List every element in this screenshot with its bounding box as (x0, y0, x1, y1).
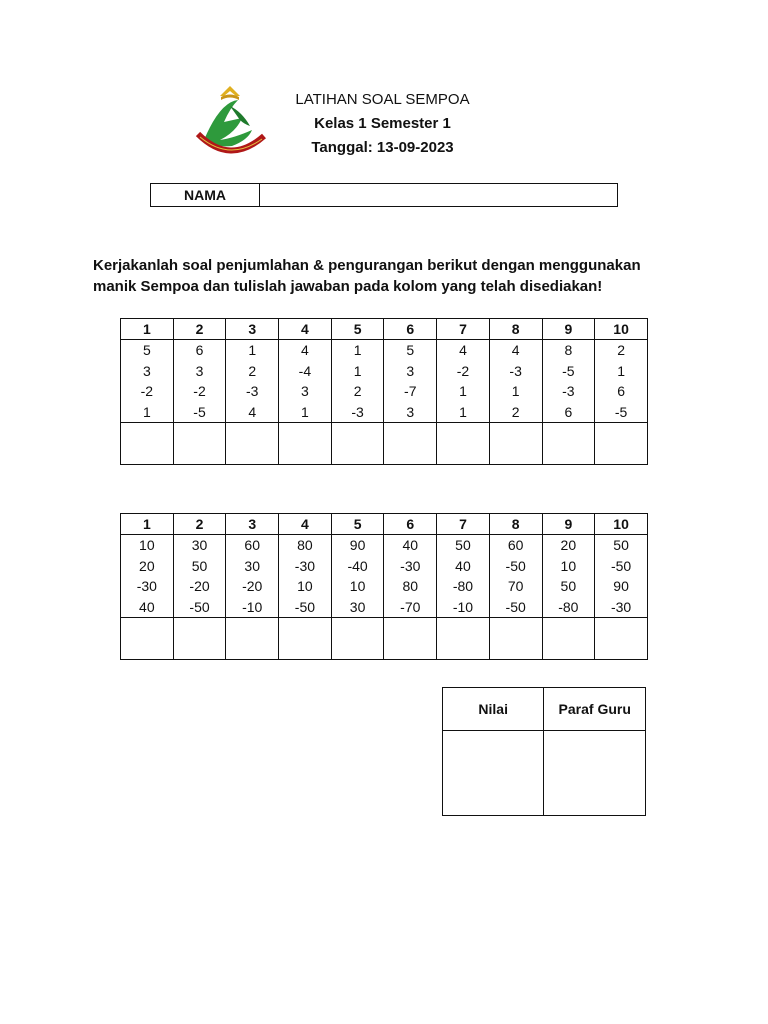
problem-number: 3 (142, 362, 151, 379)
problem-cell (331, 340, 384, 423)
answer-cell[interactable] (489, 618, 542, 660)
answer-cell[interactable] (121, 423, 174, 465)
answer-row (121, 618, 648, 660)
problem-number: -20 (189, 578, 210, 594)
problem-number: 40 (455, 557, 471, 574)
answer-cell[interactable] (279, 618, 332, 660)
problem-cell (226, 535, 279, 618)
problem-number: 1 (459, 383, 467, 399)
problem-number: -30 (294, 557, 316, 574)
problem-number: -2 (193, 383, 206, 399)
problem-number: 20 (139, 557, 155, 574)
problem-number: 90 (349, 537, 366, 553)
problem-cell (121, 340, 174, 423)
nilai-header: Nilai (443, 688, 544, 731)
score-table (442, 687, 646, 816)
problem-number: -4 (298, 362, 312, 379)
problem-number: 50 (613, 537, 629, 553)
problem-number: 1 (248, 342, 257, 358)
column-header: 6 (384, 319, 437, 340)
column-header: 9 (542, 319, 595, 340)
column-header: 9 (542, 514, 595, 535)
column-header: 8 (489, 514, 542, 535)
problem-cell (595, 535, 648, 618)
problem-number: 60 (244, 537, 260, 553)
problem-number: 1 (511, 383, 520, 399)
problem-number: -50 (505, 598, 526, 615)
problem-row (121, 340, 648, 423)
column-header: 8 (489, 319, 542, 340)
column-header: 2 (173, 319, 226, 340)
problem-number: 30 (244, 557, 260, 574)
answer-cell[interactable] (489, 423, 542, 465)
answer-cell[interactable] (384, 618, 437, 660)
instruction-line: manik Sempoa dan tulislah jawaban pada kolom yang telah disediakan! (93, 278, 603, 295)
instruction-line: Kerjakanlah soal penjumlahan & pengurangan berikut dengan menggunakan (93, 257, 641, 274)
column-header: 4 (279, 319, 332, 340)
problem-number: 30 (349, 598, 366, 615)
problem-number: 3 (195, 362, 204, 379)
problem-number: -10 (452, 598, 474, 615)
worksheet-header (250, 88, 515, 160)
problem-number: 3 (406, 403, 415, 420)
problem-cell (542, 535, 595, 618)
problem-number: 5 (406, 342, 415, 358)
problem-number: 2 (617, 342, 625, 358)
column-header: 10 (595, 319, 648, 340)
problem-number: 1 (301, 403, 309, 420)
problem-cell (226, 340, 279, 423)
problem-number: -20 (242, 578, 263, 594)
problem-number: -30 (610, 598, 632, 615)
problem-number: 50 (191, 557, 208, 574)
column-header: 4 (279, 514, 332, 535)
problem-number: -10 (242, 598, 263, 615)
problem-cell (173, 340, 226, 423)
answer-cell[interactable] (226, 423, 279, 465)
problem-number: 90 (613, 578, 629, 594)
problem-number: 80 (402, 578, 419, 594)
answer-cell[interactable] (331, 618, 384, 660)
problem-cell (489, 535, 542, 618)
problem-number: 80 (297, 537, 313, 553)
problem-number: 70 (507, 578, 524, 594)
problem-number: 4 (248, 403, 257, 420)
problem-number: -5 (562, 362, 575, 379)
problem-number: 1 (353, 342, 362, 358)
problem-cell (595, 340, 648, 423)
answer-cell[interactable] (384, 423, 437, 465)
problem-number: -80 (452, 578, 474, 594)
problem-cell (384, 535, 437, 618)
table-header-row (121, 319, 648, 340)
answer-cell[interactable] (437, 423, 490, 465)
name-table (150, 183, 618, 207)
problem-number: 2 (511, 403, 520, 420)
column-header: 6 (384, 514, 437, 535)
column-header: 10 (595, 514, 648, 535)
problem-number: -30 (136, 578, 157, 594)
problem-table-2 (120, 513, 648, 660)
problem-number: 50 (560, 578, 577, 594)
problem-number: 50 (455, 537, 471, 553)
problem-number: -2 (140, 383, 154, 399)
problem-number: 10 (349, 578, 366, 594)
answer-cell[interactable] (226, 618, 279, 660)
problem-cell (173, 535, 226, 618)
answer-cell[interactable] (331, 423, 384, 465)
problem-cell (121, 535, 174, 618)
problem-number: 3 (301, 383, 309, 399)
problem-number: 2 (248, 362, 257, 379)
worksheet-title: LATIHAN SOAL SEMPOA (295, 91, 470, 108)
column-header: 5 (331, 514, 384, 535)
worksheet-date: Tanggal: 13-09-2023 (311, 139, 454, 156)
problem-number: 1 (353, 362, 362, 379)
answer-cell[interactable] (437, 618, 490, 660)
answer-cell[interactable] (595, 618, 648, 660)
column-header: 2 (173, 514, 226, 535)
class-semester: Kelas 1 Semester 1 (314, 115, 451, 132)
problem-cell (542, 340, 595, 423)
problem-cell (437, 340, 490, 423)
paraf-guru-header: Paraf Guru (544, 688, 646, 731)
problem-cell (437, 535, 490, 618)
problem-number: 8 (564, 342, 573, 358)
problem-number: 40 (139, 598, 155, 615)
problem-cell (331, 535, 384, 618)
problem-cell (279, 340, 332, 423)
problem-number: -40 (347, 557, 368, 574)
problem-table-1 (120, 318, 648, 465)
column-header: 3 (226, 514, 279, 535)
problem-number: 1 (459, 403, 467, 420)
problem-number: -50 (189, 598, 210, 615)
answer-cell[interactable] (173, 423, 226, 465)
nilai-box[interactable] (443, 731, 544, 816)
problem-number: 10 (560, 557, 577, 574)
column-header: 7 (437, 514, 490, 535)
problem-number: 60 (507, 537, 524, 553)
problem-number: -30 (400, 557, 421, 574)
column-header: 1 (121, 319, 174, 340)
answer-cell[interactable] (595, 423, 648, 465)
problem-number: 40 (402, 537, 419, 553)
problem-number: 10 (139, 537, 155, 553)
problem-number: 20 (560, 537, 577, 553)
problem-number: 30 (191, 537, 208, 553)
problem-number: -3 (245, 383, 259, 399)
problem-cell (384, 340, 437, 423)
problem-row (121, 535, 648, 618)
problem-number: -3 (509, 362, 522, 379)
answer-row (121, 423, 648, 465)
problem-number: 4 (301, 342, 309, 358)
problem-number: 1 (617, 362, 625, 379)
problem-number: -3 (562, 383, 575, 399)
column-header: 7 (437, 319, 490, 340)
problem-number: -5 (614, 403, 628, 420)
problem-number: 6 (617, 383, 625, 399)
paraf-guru-box[interactable] (544, 731, 646, 816)
column-header: 3 (226, 319, 279, 340)
problem-number: -2 (456, 362, 470, 379)
problem-number: -80 (558, 598, 579, 615)
column-header: 5 (331, 319, 384, 340)
name-field[interactable] (260, 184, 618, 207)
problem-number: 4 (459, 342, 467, 358)
problem-number: 5 (142, 342, 151, 358)
problem-number: -5 (193, 403, 206, 420)
name-label: NAMA (151, 184, 260, 207)
book-crown-icon (220, 86, 240, 100)
problem-number: -7 (404, 383, 417, 399)
column-header: 1 (121, 514, 174, 535)
problem-number: -50 (294, 598, 316, 615)
answer-cell[interactable] (121, 618, 174, 660)
instruction-text (93, 255, 693, 297)
answer-cell[interactable] (173, 618, 226, 660)
problem-number: 4 (511, 342, 520, 358)
problem-number: 10 (297, 578, 313, 594)
problem-number: 1 (142, 403, 151, 420)
problem-number: -50 (610, 557, 632, 574)
problem-number: -50 (505, 557, 526, 574)
table-header-row (121, 514, 648, 535)
problem-number: 6 (195, 342, 204, 358)
problem-number: -70 (400, 598, 421, 615)
answer-cell[interactable] (279, 423, 332, 465)
problem-number: 3 (406, 362, 415, 379)
answer-cell[interactable] (542, 618, 595, 660)
answer-cell[interactable] (542, 423, 595, 465)
problem-cell (279, 535, 332, 618)
problem-cell (489, 340, 542, 423)
problem-number: -3 (351, 403, 364, 420)
problem-number: 2 (353, 383, 362, 399)
problem-number: 6 (564, 403, 573, 420)
